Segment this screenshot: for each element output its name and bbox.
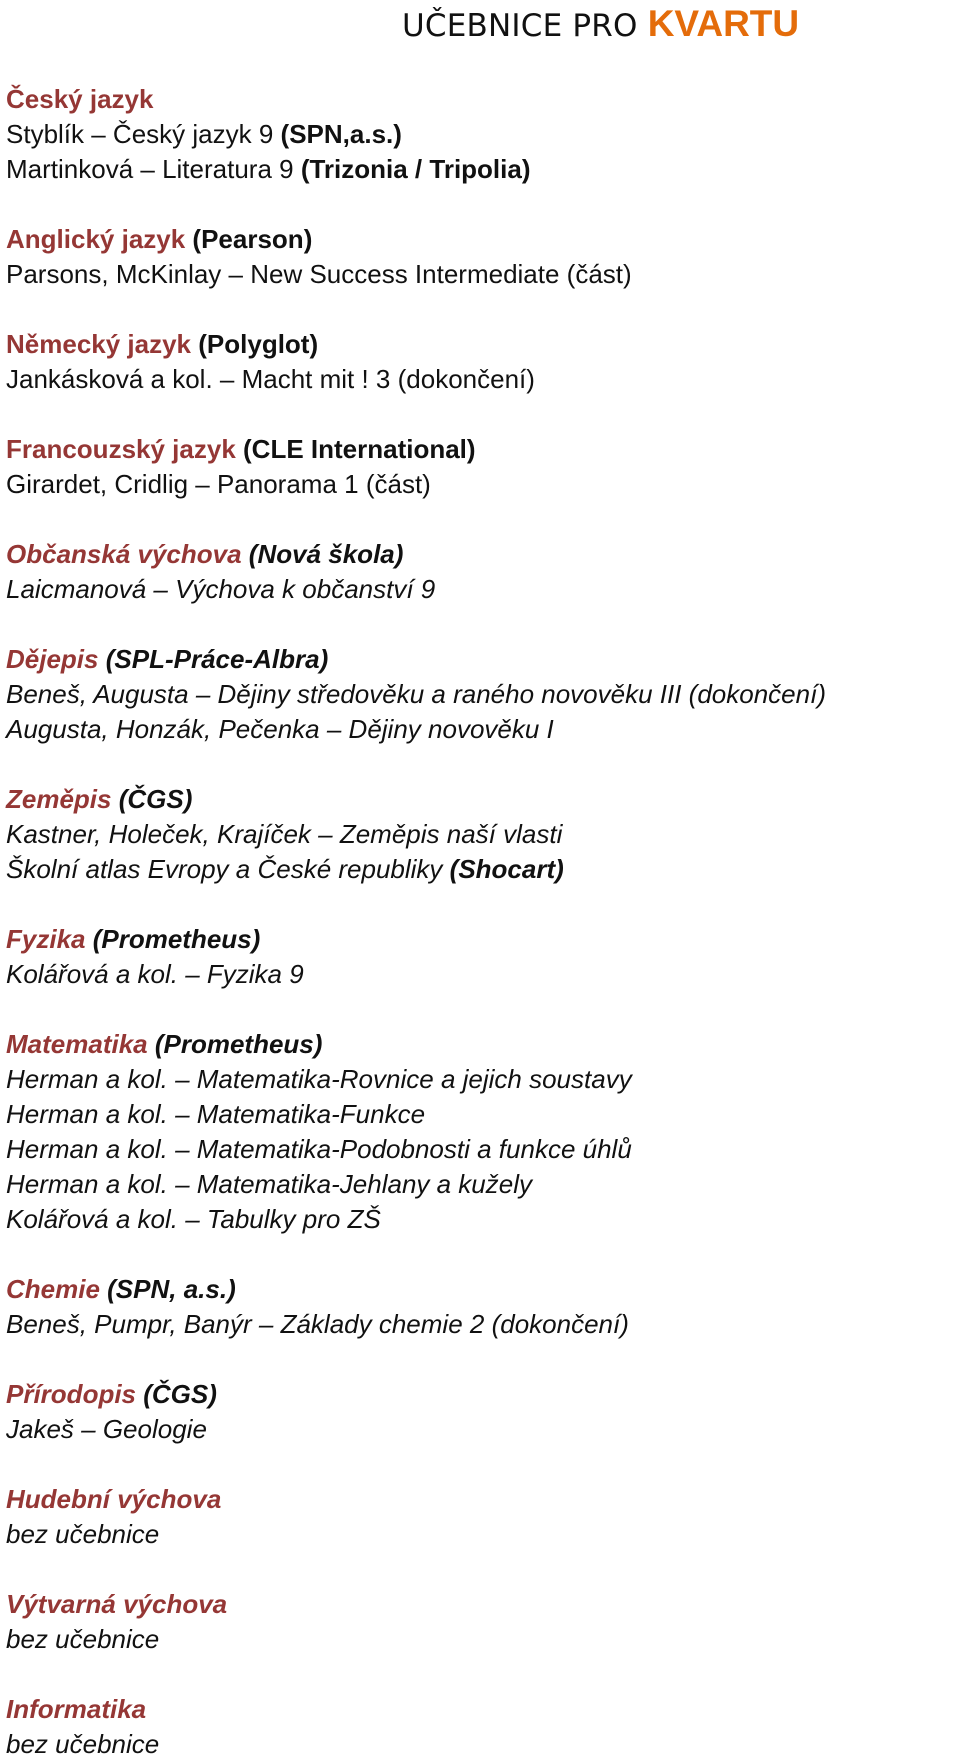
- subject-section: [6, 537, 956, 607]
- textbook-entry: [6, 1167, 956, 1202]
- subject-publisher: (SPN, a.s.): [99, 1274, 236, 1304]
- textbook-list: [6, 82, 956, 1762]
- subject-section: [6, 327, 956, 397]
- subject-title: Matematika: [6, 1029, 148, 1059]
- textbook-publisher: (Trizonia / Tripolia): [300, 154, 531, 184]
- page-title: [402, 0, 942, 48]
- subject-publisher: (SPL-Práce-Albra): [98, 644, 329, 674]
- subject-title: Zeměpis: [6, 784, 112, 814]
- textbook-entry: [6, 152, 956, 187]
- textbook-entry: [6, 1202, 956, 1237]
- subject-title: Dějepis: [6, 644, 99, 674]
- textbook-entry: [6, 362, 956, 397]
- subject-heading: [6, 1377, 956, 1412]
- subject-title: Chemie: [6, 1274, 100, 1304]
- textbook-title: Parsons, McKinlay – New Success Intermediate (část): [6, 259, 632, 289]
- textbook-title: Augusta, Honzák, Pečenka – Dějiny novověku I: [6, 714, 554, 744]
- subject-section: [6, 1272, 956, 1342]
- subject-heading: [6, 1587, 956, 1622]
- textbook-title: Herman a kol. – Matematika-Jehlany a kužely: [6, 1169, 533, 1199]
- subject-heading: [6, 922, 956, 957]
- textbook-entry: [6, 1622, 956, 1657]
- textbook-title: Styblík – Český jazyk 9: [6, 119, 281, 149]
- textbook-entry: [6, 572, 956, 607]
- textbook-entry: [6, 852, 956, 887]
- textbook-title: bez učebnice: [6, 1519, 160, 1549]
- subject-section: [6, 642, 956, 747]
- subject-publisher: (Pearson): [185, 224, 313, 254]
- textbook-publisher: (Shocart): [449, 854, 564, 884]
- subject-title: Anglický jazyk: [6, 224, 186, 254]
- subject-heading: [6, 1027, 956, 1062]
- subject-heading: [6, 537, 956, 572]
- textbook-entry: [6, 1097, 956, 1132]
- textbook-entry: [6, 1062, 956, 1097]
- subject-title: Hudební výchova: [6, 1484, 222, 1514]
- subject-section: [6, 1692, 956, 1762]
- subject-title: Občanská výchova: [6, 539, 242, 569]
- textbook-entry: [6, 712, 956, 747]
- textbook-entry: [6, 957, 956, 992]
- subject-heading: [6, 782, 956, 817]
- subject-publisher: (Prometheus): [85, 924, 261, 954]
- textbook-title: Girardet, Cridlig – Panorama 1 (část): [6, 469, 431, 499]
- subject-heading: [6, 327, 956, 362]
- subject-heading: [6, 1692, 956, 1727]
- subject-heading: [6, 642, 956, 677]
- subject-heading: [6, 432, 956, 467]
- page-title-accent: KVARTU: [647, 3, 800, 44]
- subject-heading: [6, 82, 956, 117]
- subject-title: Francouzský jazyk: [6, 434, 236, 464]
- subject-heading: [6, 1482, 956, 1517]
- subject-section: [6, 1587, 956, 1657]
- textbook-title: Martinková – Literatura 9: [6, 154, 301, 184]
- textbook-entry: [6, 1307, 956, 1342]
- subject-publisher: (CLE International): [235, 434, 476, 464]
- textbook-title: Herman a kol. – Matematika-Rovnice a jejich soustavy: [6, 1064, 632, 1094]
- subject-section: [6, 222, 956, 292]
- textbook-publisher: (SPN,a.s.): [280, 119, 402, 149]
- textbook-title: Kastner, Holeček, Krajíček – Zeměpis naší vlasti: [6, 819, 563, 849]
- textbook-entry: [6, 1132, 956, 1167]
- textbook-title: Laicmanová – Výchova k občanství 9: [6, 574, 436, 604]
- textbook-title: bez učebnice: [6, 1729, 160, 1759]
- subject-title: Informatika: [6, 1694, 147, 1724]
- subject-title: Přírodopis: [6, 1379, 137, 1409]
- subject-publisher: (Polyglot): [191, 329, 319, 359]
- subject-section: [6, 1027, 956, 1237]
- subject-section: [6, 782, 956, 887]
- subject-title: Německý jazyk: [6, 329, 192, 359]
- subject-heading: [6, 222, 956, 257]
- textbook-entry: [6, 117, 956, 152]
- subject-section: [6, 1482, 956, 1552]
- subject-section: [6, 922, 956, 992]
- subject-heading: [6, 1272, 956, 1307]
- textbook-entry: [6, 1412, 956, 1447]
- subject-publisher: (Nová škola): [241, 539, 404, 569]
- subject-section: [6, 82, 956, 187]
- textbook-entry: [6, 467, 956, 502]
- textbook-title: Školní atlas Evropy a České republiky: [6, 854, 450, 884]
- subject-publisher: (Prometheus): [147, 1029, 323, 1059]
- textbook-title: bez učebnice: [6, 1624, 160, 1654]
- subject-publisher: (ČGS): [111, 784, 193, 814]
- page-title-main: UČEBNICE PRO: [402, 8, 648, 44]
- subject-publisher: (ČGS): [136, 1379, 217, 1409]
- textbook-entry: [6, 1727, 956, 1762]
- subject-title: Výtvarná výchova: [6, 1589, 228, 1619]
- subject-section: [6, 1377, 956, 1447]
- subject-title: Fyzika: [6, 924, 86, 954]
- textbook-title: Kolářová a kol. – Tabulky pro ZŠ: [6, 1204, 381, 1234]
- textbook-title: Beneš, Augusta – Dějiny středověku a raného novověku III (dokončení): [6, 679, 826, 709]
- textbook-entry: [6, 677, 956, 712]
- textbook-entry: [6, 1517, 956, 1552]
- textbook-title: Herman a kol. – Matematika-Funkce: [6, 1099, 426, 1129]
- textbook-title: Jakeš – Geologie: [6, 1414, 207, 1444]
- textbook-title: Herman a kol. – Matematika-Podobnosti a funkce úhlů: [6, 1134, 632, 1164]
- textbook-title: Beneš, Pumpr, Banýr – Základy chemie 2 (dokončení): [6, 1309, 629, 1339]
- textbook-title: Jankásková a kol. – Macht mit ! 3 (dokončení): [6, 364, 535, 394]
- textbook-entry: [6, 817, 956, 852]
- textbook-title: Kolářová a kol. – Fyzika 9: [6, 959, 304, 989]
- subject-section: [6, 432, 956, 502]
- textbook-entry: [6, 257, 956, 292]
- subject-title: Český jazyk: [6, 84, 154, 114]
